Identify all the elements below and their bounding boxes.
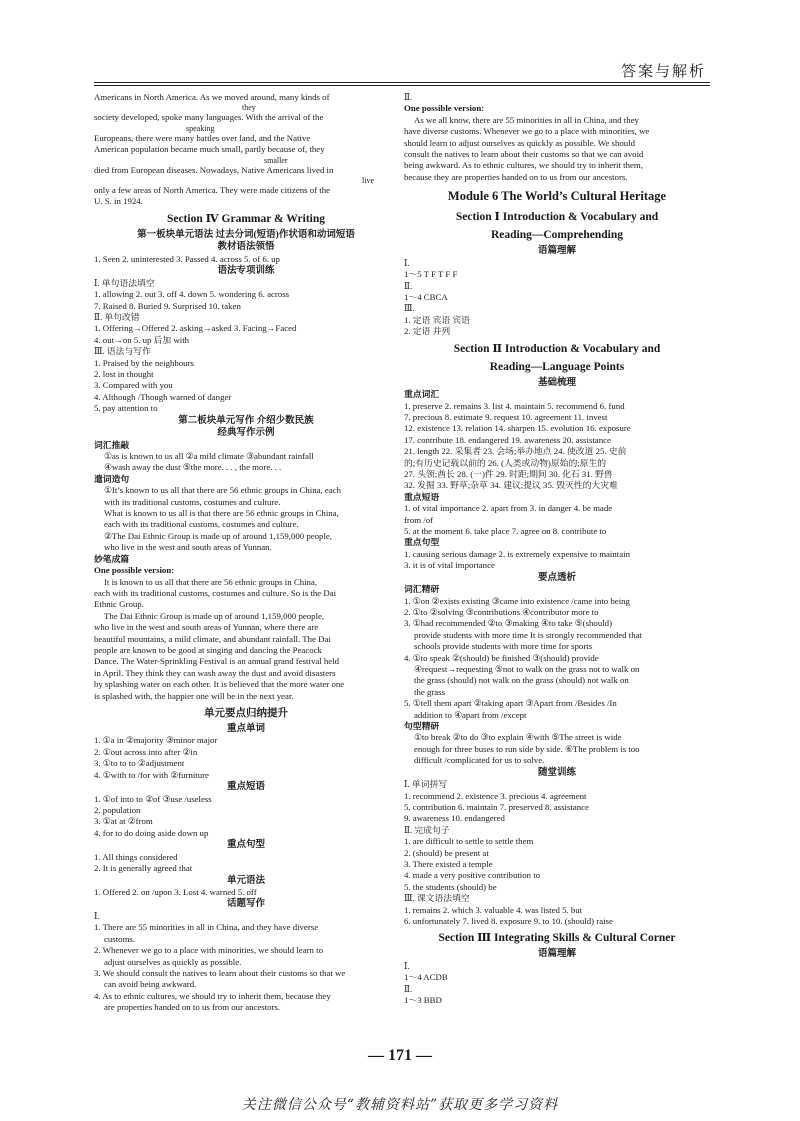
text-line: society developed, spoke many languages. With the arrival of the (94, 112, 324, 123)
word-study-line: the grass (414, 686, 446, 697)
s1-line: 1～4 CBCA (404, 291, 448, 302)
topic-line: 4. As to ethnic cultures, we should try to inherit them, because they (94, 990, 331, 1001)
vocab-line: 7. precious 8. estimate 9. request 10. agreement 11. invest (404, 411, 608, 422)
module-title: Module 6 The World’s Cultural Heritage (447, 189, 667, 204)
essay-line: is splashed with, the happier one will be in the next year. (94, 690, 294, 701)
vocab-line: 21. length 22. 采集者 23. 会场;举办地点 24. 使改道 25. 史前 (404, 446, 627, 457)
sent-study-line: difficult /complicated for us to solve. (414, 755, 545, 766)
spell-title: Ⅰ. 单词拼写 (404, 779, 448, 790)
sent-study-line: ①to break ②to do ③to explain ④with ⑤The street is wide (414, 732, 622, 743)
complete-line: 4. made a very positive contribution to (404, 870, 541, 881)
grammar-line: 3. Compared with you (94, 380, 173, 391)
text-line: U. S. in 1924. (94, 196, 143, 207)
block1-title: 第一板块单元语法 过去分词(短语)作状语和动词短语 (137, 229, 355, 240)
word-study-line: 5. ①tell them apart ②taking apart ③Apart from /Besides /In (404, 698, 617, 709)
header-rule-thin (94, 85, 710, 86)
pattern-line: 3. it is of vital importance (404, 560, 495, 571)
summary-title: 单元要点归纳提升 (204, 707, 288, 719)
essay-line: beautiful mountains, a mild climate, and abundant rainfall. The Dai (94, 633, 331, 644)
block2-title: 第二板块单元写作 介绍少数民族 (178, 415, 314, 426)
s1-line: Ⅲ. (404, 303, 415, 314)
version-line: consult the natives to learn about their customs so that we can avoid (404, 149, 644, 160)
key-patterns-title: 重点句型 (226, 840, 265, 851)
roman-2: Ⅱ. (404, 92, 413, 102)
section-3-sub: 语篇理解 (537, 949, 576, 960)
version-line: because they are properties handed on to us from our ancestors. (404, 171, 628, 182)
key-phrase-line: 4. for to do doing aside down up (94, 827, 209, 838)
s1-line: Ⅰ. (404, 257, 410, 268)
complete-line: 1. are difficult to settle to settle them (404, 836, 534, 847)
word-study-line: ④request→requesting ⑤not to walk on the grass not to walk on (414, 663, 640, 674)
fill-line: 1. allowing 2. out 3. off 4. down 5. wondering 6. across (94, 289, 290, 300)
vocab-title: 重点词汇 (404, 389, 440, 400)
correction-note: live (362, 176, 374, 186)
phrase-line: 5. at the moment 6. take place 7. agree on 8. contribute to (404, 525, 607, 536)
complete-line: 2. (should) be present at (404, 847, 489, 858)
unit-grammar-line: 1. Offered 2. on /upon 3. Lost 4. warned 5. off (94, 887, 257, 898)
essay-line: in April. They think they can wash away the dust and avoid disasters (94, 667, 336, 678)
topic-line: 1. There are 55 minorities in all in China, and they have diverse (94, 922, 319, 933)
phrase-line: 1. of vital importance 2. apart from 3. in danger 4. be made (404, 503, 613, 514)
header-title: 答案与解析 (620, 62, 706, 80)
essay-line: by splashing water on each other. It is believed that the more water one (94, 679, 345, 690)
vocab-line: 17. contribute 18. endangered 19. awareness 20. assistance (404, 434, 611, 445)
unit-grammar-title: 单元语法 (226, 875, 265, 886)
version-line: being awkward. As to ethnic cultures, we should try to inherit them, (404, 160, 643, 171)
grammar-line: 4. Although /Though warned of danger (94, 391, 232, 402)
essay-title: 妙笔成篇 (94, 553, 130, 564)
key-word-line: 1. ①a in ②majority ③minor major (94, 735, 218, 746)
example-title: 经典写作示例 (217, 428, 275, 439)
topic-line: 2. Whenever we go to a place with minorities, we should learn to (94, 945, 323, 956)
complete-title: Ⅱ. 完成句子 (404, 824, 450, 835)
one-possible-version: One possible version: (404, 103, 485, 114)
grammar-line: 1. Praised by the neighbours (94, 357, 194, 368)
version-line: should learn to adjust ourselves as quickly as possible. We should (404, 137, 635, 148)
key-phrase-line: 3. ①at at ②from (94, 816, 153, 827)
spell-line: 9. awareness 10. endangered (404, 813, 505, 824)
vocab-line: 1. preserve 2. remains 3. list 4. maintain 5. recommend 6. fund (404, 400, 625, 411)
vocab-line: 27. 头领;酋长 28. (一)件 29. 时距;期间 30. 化石 31. 野兽 (404, 468, 613, 479)
key-words-title: 重点单词 (226, 723, 265, 734)
page-number: — 171 — (368, 1047, 432, 1064)
word-study-line: 2. ①to ②solving ③contributions ④contributor more to (404, 606, 599, 617)
pattern-line: 1. causing serious damage 2. is extremely expensive to maintain (404, 548, 630, 559)
key-pattern-line: 2. It is generally agreed that (94, 863, 193, 874)
key-pattern-line: 1. All things considered (94, 851, 178, 862)
essay-line: each with its traditional customs, costumes and culture. So is the Dai (94, 587, 337, 598)
s3-line: 1～4 ACDB (404, 972, 448, 983)
spell-line: 1. recommend 2. existence 3. precious 4. agreement (404, 790, 587, 801)
text-line: American population became much small, partly because of, they (94, 144, 325, 155)
sent-study-line: enough for three buses to run side by side. ⑥The problem is too (414, 743, 640, 754)
vocab-line: 12. existence 13. relation 14. sharpen 15. evolution 16. exposure (404, 423, 631, 434)
section-2-subtitle: Reading—Language Points (489, 360, 625, 373)
sentence-line: who live in the west and south areas of Yunnan. (104, 542, 272, 553)
grammar-line: 5. pay attention to (94, 403, 158, 414)
topic-line: are properties handed on to us from our ancestors. (104, 1002, 281, 1013)
grammar-line: 2. lost in thought (94, 369, 154, 379)
section-3-title: Section Ⅲ Integrating Skills & Cultural Corner (438, 932, 676, 945)
topic-line: can avoid being awkward. (104, 979, 197, 990)
word-study-line: schools provide students with more time for sports (414, 641, 593, 652)
essay-line: It is known to us all that there are 56 ethnic groups in China, (104, 576, 318, 587)
word-study-line: 4. ①to speak ②(should) be finished ③(should) provide (404, 652, 599, 663)
text-line: Europeans, there were many battles over land, and the Native (94, 132, 311, 143)
train-title: 语法专项训练 (217, 266, 275, 277)
guide-title: 教材语法领悟 (217, 242, 275, 253)
grammar-title: Ⅲ. 语法与写作 (94, 346, 151, 357)
vocab-line: ①as is known to us all ②a mild climate ③abundant rainfall (104, 451, 314, 462)
complete-line: 3. There existed a temple (404, 858, 493, 869)
s3-line: 1～3 BBD (404, 995, 442, 1006)
section-1-subtitle: Reading—Comprehending (490, 229, 624, 242)
right-column (404, 92, 710, 1007)
footer-note: 关注微信公众号“教辅资料站”获取更多学习资料 (241, 1097, 559, 1113)
word-study-title: 词汇精研 (404, 584, 440, 595)
pattern-title: 重点句型 (404, 537, 440, 548)
section-4-title: Section Ⅳ Grammar & Writing (166, 212, 326, 225)
complete-line: 5. the students (should) be (404, 881, 497, 892)
version-line: have diverse customs. Whenever we go to a place with minorities, we (404, 126, 650, 137)
left-column (94, 92, 398, 1014)
topic-line: 3. We should consult the natives to learn about their customs so that we (94, 967, 346, 978)
correction-note: smaller (264, 155, 288, 165)
vocab-line: 的;有历史记载以前的 26. (人类或动物)原始的;原生的 (404, 457, 607, 468)
text-fill-title: Ⅲ. 课文语法填空 (404, 893, 470, 904)
text-line: only a few areas of North America. They were made citizens of the (94, 185, 331, 196)
sentence-title: 遣词造句 (94, 473, 130, 484)
sentence-line: ①It’s known to us all that there are 56 ethnic groups in China, each (104, 485, 342, 496)
correction-note: speaking (186, 123, 215, 133)
word-study-line: addition to ④apart from /except (414, 709, 527, 720)
vocab-title: 词汇推敲 (94, 439, 130, 450)
sentence-line: each with its traditional customs, costumes and culture. (104, 519, 299, 530)
intro-passage (94, 92, 398, 208)
spell-line: 5. contribution 6. maintain 7. preserved 8. assistance (404, 801, 589, 812)
fill-line: 7. Raised 8. Buried 9. Surprised 10. taken (94, 300, 241, 311)
topic-title: 话题写作 (226, 899, 265, 910)
key-word-line: 4. ①with to /for with ②furniture (94, 769, 209, 780)
vocab-line: ④wash away the dust ⑤the more. . . , the more. . . (104, 462, 282, 473)
word-study-line: 3. ①had recommended ②to ③making ④to take ⑤(should) (404, 618, 612, 629)
version-line: As we all know, there are 55 minorities in all in China, and they (414, 114, 639, 125)
key-phrase-line: 1. ①of into to ②of ③use /useless (94, 793, 212, 804)
practice-title: 随堂训练 (537, 767, 576, 778)
page-header (94, 58, 710, 82)
s1-line: 1～5 T F T F F (404, 269, 458, 280)
topic-roman: Ⅰ. (94, 910, 100, 921)
word-study-line: the grass (should) not walk on the grass (should) not walk on (414, 675, 629, 686)
one-possible-version: One possible version: (94, 565, 175, 576)
header-rule-thick (94, 82, 710, 83)
focus-title: 要点透析 (537, 572, 576, 583)
phrase-title: 重点短语 (404, 491, 440, 502)
text-fill-line: 6. unfortunately 7. lived 8. exposure 9. to 10. (should) raise (404, 915, 613, 926)
guide-answers: 1. Seen 2. uninterested 3. Passed 4. across 5. of 6. up (94, 253, 280, 264)
key-phrases-title: 重点短语 (226, 782, 265, 793)
s3-line: Ⅱ. (404, 983, 413, 994)
s1-line: Ⅱ. (404, 280, 413, 291)
correct-title: Ⅱ. 单句改错 (94, 311, 140, 322)
topic-line: customs. (104, 933, 136, 944)
section-1-sub: 语篇理解 (537, 246, 576, 257)
text-fill-line: 1. remains 2. which 3. valuable 4. was listed 5. but (404, 904, 583, 915)
correct-line: 1. Offering→Offered 2. asking→asked 3. Facing→Faced (94, 323, 297, 334)
essay-line: people are known to be good at singing and dancing the Peacock (94, 644, 322, 655)
phrase-line: from /of (404, 514, 434, 525)
essay-line: The Dai Ethnic Group is made up of around 1,159,000 people, (104, 610, 325, 621)
correct-line: 4. out→on 5. up 后加 with (94, 334, 190, 345)
sentence-line: ②The Dai Ethnic Group is made up of around 1,159,000 people, (104, 530, 333, 541)
key-word-line: 2. ①out across into after ②in (94, 746, 198, 757)
essay-line: Ethnic Group. (94, 599, 144, 610)
section-2-title: Section Ⅱ Introduction & Vocabulary and (453, 342, 661, 355)
sentence-line: with its traditional customs, costumes and culture. (104, 496, 281, 507)
key-word-line: 3. ①to to to ②adjustment (94, 758, 185, 769)
essay-line: who live in the west and south areas of Yunnan, where there are (94, 622, 319, 633)
s1-line: 1. 定语 宾语 宾语 (404, 314, 470, 325)
correction-note: they (242, 103, 256, 113)
fill-title: Ⅰ. 单句语法填空 (94, 277, 155, 288)
word-study-line: provide students with more time It is strongly recommended that (414, 629, 642, 640)
s1-line: 2. 定语 并列 (404, 326, 451, 337)
section-2-sub: 基础梳理 (537, 377, 576, 388)
vocab-line: 32. 发掘 33. 野草;杂草 34. 建议;提议 35. 毁灭性的大灾难 (404, 480, 618, 491)
s3-line: Ⅰ. (404, 960, 410, 971)
sentence-line: What is known to us all is that there are 56 ethnic groups in China, (104, 508, 339, 519)
topic-line: adjust ourselves as quickly as possible. (104, 956, 242, 967)
key-phrase-line: 2. population (94, 805, 141, 815)
section-1-title: Section Ⅰ Introduction & Vocabulary and (455, 211, 659, 224)
text-line: died from European diseases. Nowadays, Native Americans lived in (94, 164, 334, 175)
text-line: Americans in North America. As we moved around, many kinds of (94, 92, 330, 102)
word-study-line: 1. ①on ②exists existing ③came into existence /came into being (404, 595, 630, 606)
sent-study-title: 句型精研 (404, 720, 440, 731)
essay-line: Dance. The Water-Sprinkling Festival is an annual grand festival held (94, 656, 340, 667)
